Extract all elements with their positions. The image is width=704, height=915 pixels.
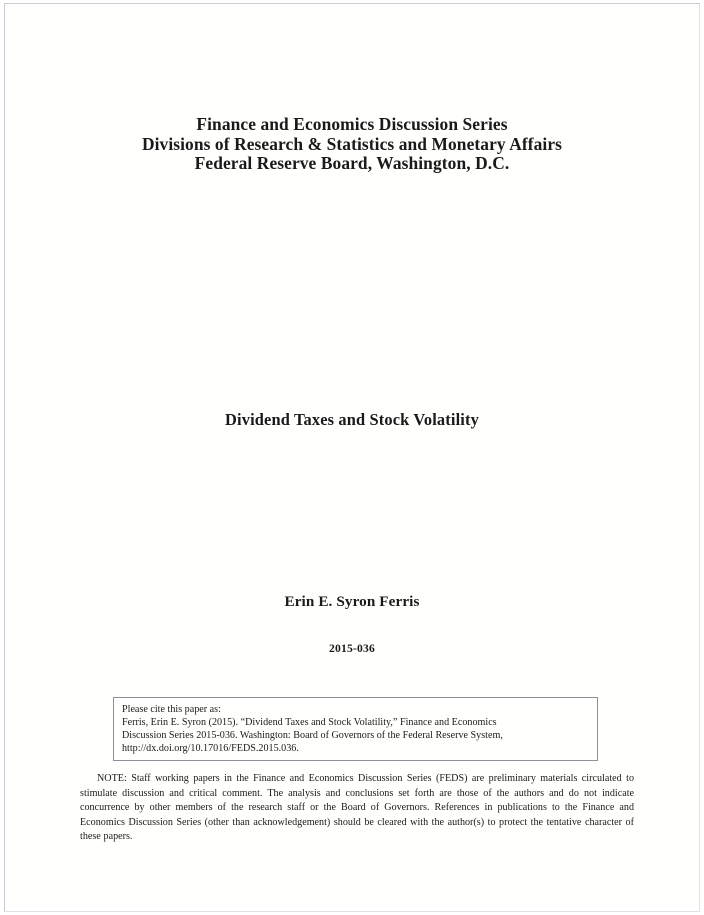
masthead-line-divisions: Divisions of Research & Statistics and Monetary Affairs <box>141 133 563 154</box>
masthead-line-board: Federal Reserve Board, Washington, D.C. <box>194 153 510 174</box>
citation-line-1: Ferris, Erin E. Syron (2015). “Dividend Taxes and Stock Volatility,” Finance and Economics <box>122 717 497 729</box>
masthead <box>5 115 699 174</box>
page-content <box>5 4 699 911</box>
masthead-line-series: Finance and Economics Discussion Series <box>196 114 508 134</box>
citation-box <box>113 697 598 761</box>
author-name: Erin E. Syron Ferris <box>284 593 420 610</box>
citation-prompt: Please cite this paper as: <box>122 704 221 715</box>
citation-line-2: Discussion Series 2015-036. Washington: Board of Governors of the Federal Reserve System, <box>122 730 503 742</box>
paper-number: 2015-036 <box>328 642 376 655</box>
citation-doi-link[interactable]: http://dx.doi.org/10.17016/FEDS.2015.036. <box>122 743 299 755</box>
page-sheet <box>4 3 700 912</box>
page-title: Dividend Taxes and Stock Volatility <box>225 410 479 429</box>
disclaimer-note: NOTE: Staff working papers in the Finance and Economics Discussion Series (FEDS) are preliminary materials circulated to stimulate discussion and critical comment. The analysis and conclusions set forth are those of the authors and do not indicate concurrence by other members of the research staff or the Board of Governors. References in publications to the Finance and Economics Discussion Series (other than acknowledgement) should be cleared with the author(s) to protect the tentative character of these papers. <box>80 773 634 843</box>
